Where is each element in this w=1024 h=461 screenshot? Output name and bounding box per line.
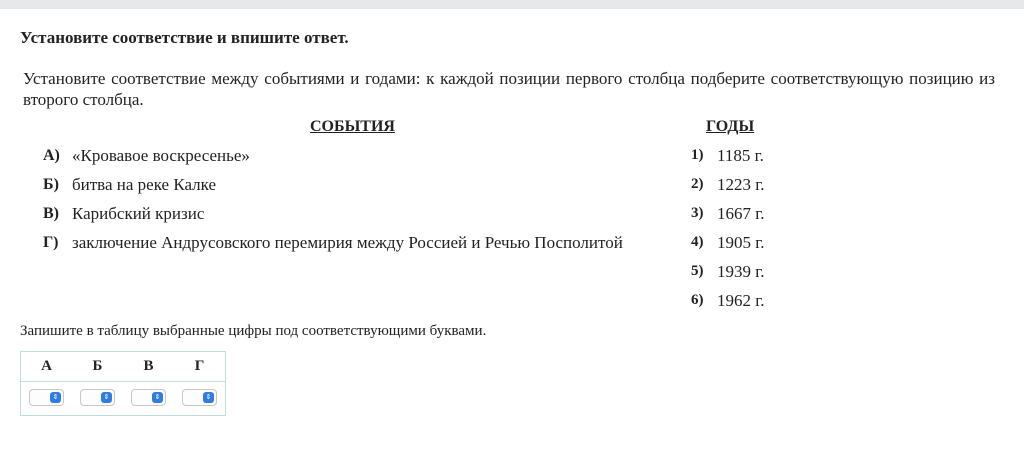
event-text-b: битва на реке Калке: [72, 175, 217, 194]
event-letter-v: В): [43, 205, 59, 222]
event-letter-a: А): [43, 147, 60, 164]
year-num-4: 4): [691, 234, 704, 250]
years-column-title: ГОДЫ: [706, 118, 755, 135]
year-num-6: 6): [691, 292, 704, 308]
event-text-g: заключение Андрусовского перемирия между Россией и Речью Посполитой: [72, 233, 623, 252]
year-value-4: 1905 г.: [717, 233, 765, 252]
answer-header-g: Г: [194, 358, 205, 374]
year-num-1: 1): [691, 147, 704, 163]
year-num-2: 2): [691, 176, 704, 192]
answer-select-g[interactable]: [182, 389, 217, 406]
answer-instruction: Запишите в таблицу выбранные цифры под соответствующими буквами.: [20, 323, 487, 339]
answer-table: [20, 351, 226, 416]
answer-select-v[interactable]: [131, 389, 166, 406]
year-value-3: 1667 г.: [717, 204, 765, 223]
year-value-2: 1223 г.: [717, 175, 765, 194]
updown-chevron-icon: ⇕: [50, 392, 61, 403]
year-value-5: 1939 г.: [717, 262, 765, 281]
updown-chevron-icon: ⇕: [152, 392, 163, 403]
year-value-1: 1185 г.: [717, 146, 764, 165]
top-bar: [0, 0, 1024, 9]
updown-chevron-icon: ⇕: [101, 392, 112, 403]
year-value-6: 1962 г.: [717, 291, 765, 310]
event-text-a: «Кровавое воскресенье»: [72, 146, 250, 165]
question-heading: Установите соответствие и впишите ответ.: [20, 28, 349, 47]
event-text-v: Карибский кризис: [72, 204, 205, 223]
event-letter-g: Г): [43, 234, 59, 251]
task-text: Установите соответствие между событиями и годами: к каждой позиции первого столбца подберите соответствующую позицию из второго столбца.: [23, 69, 995, 109]
answer-header-b: Б: [92, 358, 103, 374]
answer-select-b[interactable]: [80, 389, 115, 406]
answer-header-a: А: [41, 358, 52, 374]
event-letter-b: Б): [43, 176, 59, 193]
answer-header-v: В: [143, 358, 154, 374]
updown-chevron-icon: ⇕: [203, 392, 214, 403]
answer-table-divider: [21, 381, 225, 382]
year-num-3: 3): [691, 205, 704, 221]
events-column-title: СОБЫТИЯ: [310, 118, 395, 135]
year-num-5: 5): [691, 263, 704, 279]
answer-select-a[interactable]: [29, 389, 64, 406]
